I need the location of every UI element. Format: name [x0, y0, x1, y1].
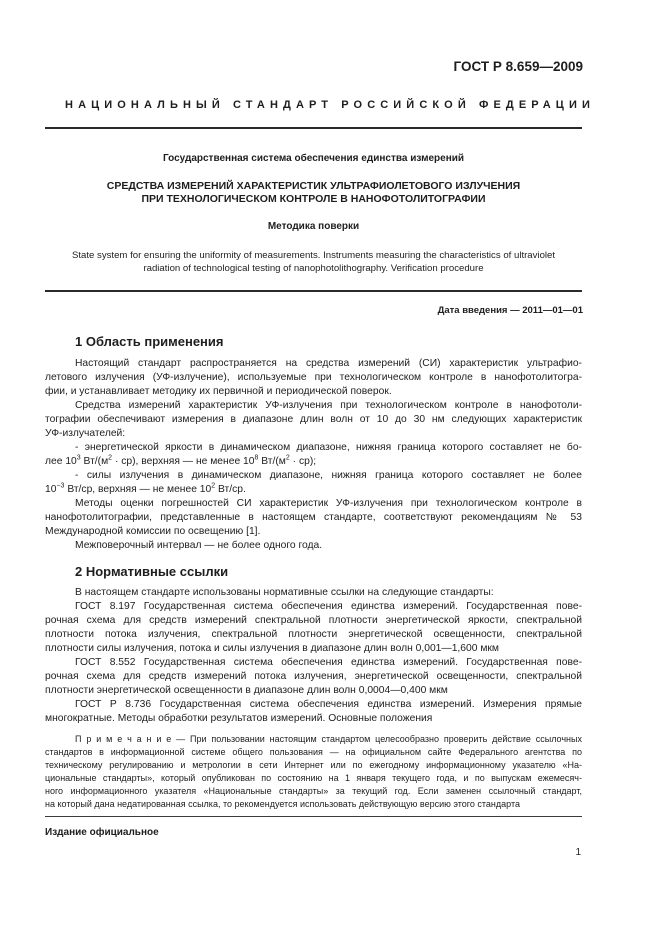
- note-line: техническому регулированию и метрологии в сети Интернет или по ежегодному информационному указателю «На-: [45, 760, 582, 770]
- note-line: стандартов в информационной системе общего пользования — на официальном сайте Федерального агентства по: [45, 747, 582, 757]
- title-divider: [45, 290, 582, 292]
- document-title-line-2: ПРИ ТЕХНОЛОГИЧЕСКОМ КОНТРОЛЕ В НАНОФОТОЛИТОГРАФИИ: [141, 193, 486, 205]
- section-2-line: В настоящем стандарте использованы нормативные ссылки на следующие стандарты:: [75, 587, 494, 598]
- section-2-line: плотности энергетической освещенности в диапазоне длин волн 0,0004—0,400 мкм: [45, 685, 448, 696]
- note-line: ного информационного указателя «Национальные стандарты» за текущий год. Если заменен ссылочный стандарт,: [45, 786, 582, 796]
- national-standard-banner: НАЦИОНАЛЬНЫЙ СТАНДАРТ РОССИЙСКОЙ ФЕДЕРАЦИИ: [65, 99, 595, 111]
- document-code: ГОСТ Р 8.659—2009: [453, 59, 583, 74]
- section-1-line: - энергетической яркости в динамическом диапазоне, нижняя граница которого составляет не бо-: [75, 442, 582, 453]
- system-title: Государственная система обеспечения единства измерений: [162, 153, 465, 164]
- section-2-line: плотности потока излучения, спектральной плотности энергетической освещенности, спектральной: [45, 629, 582, 640]
- section-1-line: Средства измерений характеристик УФ-излучения при технологическом контроле в нанофотоли-: [75, 400, 582, 411]
- note-line: на который дана недатированная ссылка, то рекомендуется использовать действующую версию этого стандарта: [45, 799, 520, 809]
- intensity-range-line: $10^{-3}$ Вт/ср, верхняя — не менее $10^2$ Вт/ср.: [45, 482, 246, 495]
- section-2-line: ГОСТ 8.552 Государственная система обеспечения единства измерений. Государственная пове-: [75, 657, 582, 668]
- introduction-date: Дата введения — 2011—01—01: [437, 305, 583, 316]
- section-2-line: ГОСТ Р 8.736 Государственная система обеспечения единства измерений. Измерения прямые: [75, 699, 582, 710]
- section-1-line: УФ-излучателей:: [45, 428, 126, 439]
- english-title-line-1: State system for ensuring the uniformity of measurements. Instruments measuring the characteristics of ultraviolet: [71, 250, 556, 261]
- method-subtitle: Методика поверки: [267, 221, 360, 232]
- section-1-line: нанофотолитографии, представленные в настоящем стандарте, соответствуют рекомендациям № 53: [45, 512, 582, 523]
- section-2-line: рочная схема для средств измерений потока излучения, энергетической освещенности, спектральной: [45, 671, 582, 682]
- section-1-line: - силы излучения в динамическом диапазоне, нижняя граница которого составляет не более: [75, 470, 582, 481]
- section-1-line: Международной комиссии по освещению [1].: [45, 526, 261, 537]
- section-1-line: фии, и устанавливает методику их первичной и периодической поверок.: [45, 386, 392, 397]
- english-title-line-2: radiation of technological testing of nanophotolithography. Verification procedure: [143, 263, 484, 274]
- note-line: циональные стандарты», который опубликован по состоянию на 1 января текущего года, и по выпускам ежемесяч-: [45, 773, 582, 783]
- section-2-line: плотности силы излучения, потока и силы излучения в диапазоне длин волн 0,001—1,600 мкм: [45, 643, 499, 654]
- section-1-line: Методы оценки погрешностей СИ характеристик УФ-излучения при технологическом контроле в: [75, 498, 582, 509]
- note-label: П р и м е ч а н и е: [75, 734, 172, 744]
- note-line: П р и м е ч а н и е — При пользовании настоящим стандартом целесообразно проверить действие ссылочных: [75, 734, 582, 744]
- footer-divider: [45, 816, 582, 817]
- edition-label: Издание официальное: [45, 827, 159, 838]
- section-1-line: летового излучения (УФ-излучение), используемые при технологическом контроле в нанофотолитогра-: [45, 372, 582, 383]
- radiance-range-line: лее $10^3$ $Вт/(м^2 \cdot ср)$, верхняя — не менее $10^8$ $Вт/(м^2 \cdot ср)$;: [45, 454, 317, 467]
- section-1-line: Межповерочный интервал — не более одного года.: [75, 540, 323, 551]
- section-2-line: рочная схема для средств измерений спектральной плотности энергетической яркости, спектральной: [45, 615, 582, 626]
- section-1-heading: 1 Область применения: [75, 334, 224, 349]
- header-divider: [45, 127, 582, 129]
- page-number: 1: [575, 847, 581, 858]
- section-1-line: тографии обеспечивают измерения в диапазоне длин волн от 10 до 30 нм следующих характеристик: [45, 414, 582, 425]
- section-2-line: ГОСТ 8.197 Государственная система обеспечения единства измерений. Государственная пове-: [75, 601, 582, 612]
- section-2-heading: 2 Нормативные ссылки: [75, 564, 229, 579]
- section-2-line: многократные. Методы обработки результатов измерений. Основные положения: [45, 713, 433, 724]
- document-title-line-1: СРЕДСТВА ИЗМЕРЕНИЙ ХАРАКТЕРИСТИК УЛЬТРАФИОЛЕТОВОГО ИЗЛУЧЕНИЯ: [106, 180, 521, 192]
- section-1-line: Настоящий стандарт распространяется на средства измерений (СИ) характеристик ультрафио-: [75, 358, 582, 369]
